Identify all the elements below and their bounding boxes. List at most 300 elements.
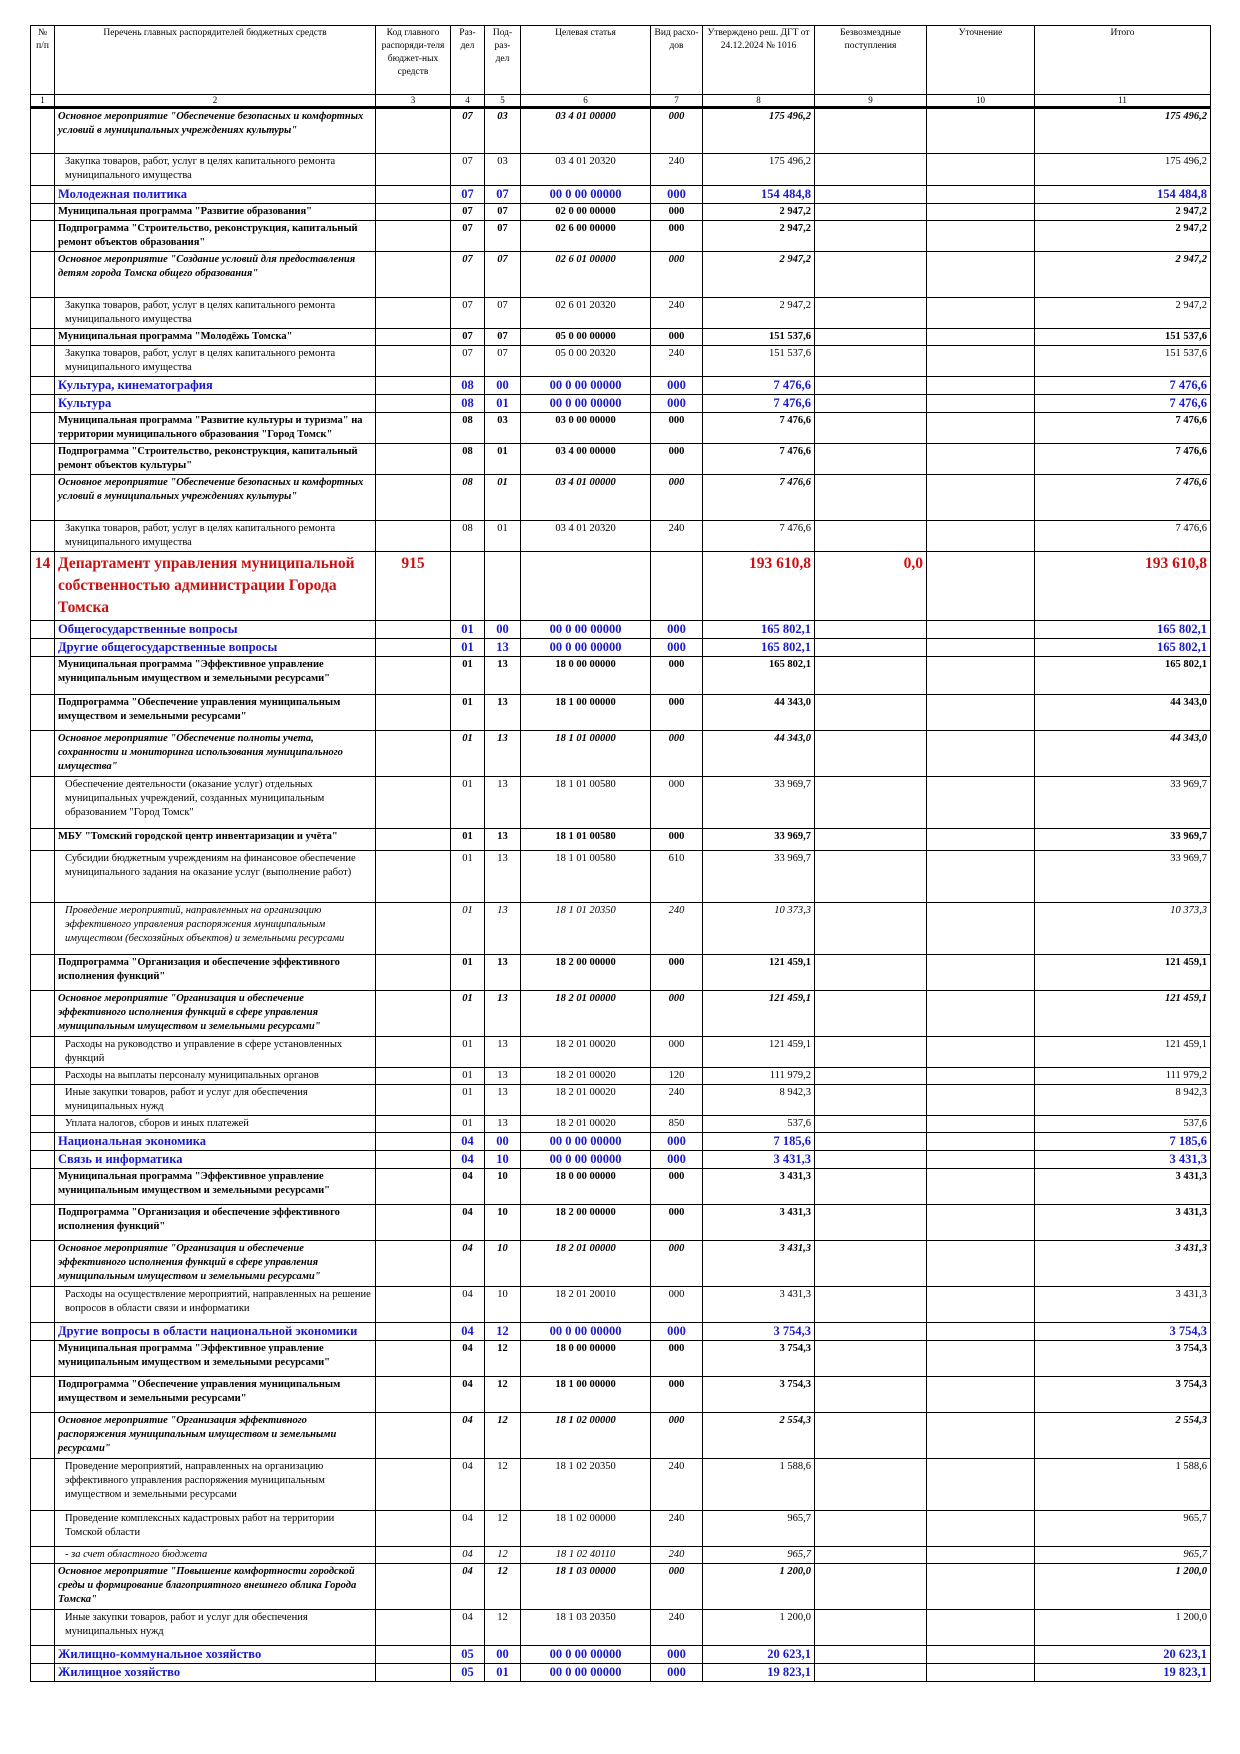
- cell-total: 7 476,6: [1035, 444, 1211, 475]
- cell-gratis: [815, 1287, 927, 1323]
- cell-target-article: 18 1 02 00000: [521, 1511, 651, 1547]
- cell-name: Закупка товаров, работ, услуг в целях капитального ремонта муниципального имущества: [55, 521, 376, 552]
- cell-code: [376, 851, 451, 903]
- cell-name: Обеспечение деятельности (оказание услуг) отдельных муниципальных учреждений, созданных муниципальным образованием "Город Томск": [55, 777, 376, 829]
- cell-podrazdel: 12: [485, 1413, 521, 1459]
- cell-expense-type: 240: [651, 1085, 703, 1116]
- cell-gratis: [815, 1413, 927, 1459]
- cell-clarification: [927, 521, 1035, 552]
- cell-podrazdel: 10: [485, 1241, 521, 1287]
- cell-podrazdel: 13: [485, 991, 521, 1037]
- cell-approved: 2 947,2: [703, 221, 815, 252]
- cell-expense-type: 240: [651, 1547, 703, 1564]
- cell-name: Муниципальная программа "Развитие культуры и туризма" на территории муниципального образования "Город Томск": [55, 413, 376, 444]
- cell-total: 537,6: [1035, 1116, 1211, 1133]
- cell-razdel: 01: [451, 1037, 485, 1068]
- cell-razdel: 05: [451, 1664, 485, 1682]
- cell-razdel: 01: [451, 731, 485, 777]
- cell-clarification: [927, 731, 1035, 777]
- cell-expense-type: 000: [651, 475, 703, 521]
- cell-approved: 3 431,3: [703, 1241, 815, 1287]
- cell-podrazdel: 07: [485, 298, 521, 329]
- table-row: [31, 829, 1211, 851]
- cell-expense-type: 000: [651, 252, 703, 298]
- cell-razdel: 04: [451, 1459, 485, 1511]
- cell-target-article: 18 1 01 00580: [521, 777, 651, 829]
- table-row: [31, 639, 1211, 657]
- cell-expense-type: 000: [651, 1205, 703, 1241]
- cell-total: 193 610,8: [1035, 552, 1211, 621]
- cell-target-article: 00 0 00 00000: [521, 1646, 651, 1664]
- cell-razdel: 04: [451, 1169, 485, 1205]
- cell-total: 3 431,3: [1035, 1151, 1211, 1169]
- table-row: [31, 298, 1211, 329]
- header-number-cell: 10: [927, 95, 1035, 108]
- cell-total: 7 185,6: [1035, 1133, 1211, 1151]
- cell-gratis: [815, 621, 927, 639]
- table-row: [31, 1169, 1211, 1205]
- cell-target-article: 02 6 00 00000: [521, 221, 651, 252]
- cell-number: 14: [31, 552, 55, 621]
- cell-podrazdel: 07: [485, 252, 521, 298]
- cell-razdel: 07: [451, 108, 485, 154]
- cell-number: [31, 991, 55, 1037]
- cell-clarification: [927, 1169, 1035, 1205]
- cell-total: 165 802,1: [1035, 657, 1211, 695]
- cell-clarification: [927, 903, 1035, 955]
- cell-name: - за счет областного бюджета: [55, 1547, 376, 1564]
- cell-name: Уплата налогов, сборов и иных платежей: [55, 1116, 376, 1133]
- cell-expense-type: [651, 552, 703, 621]
- cell-code: [376, 186, 451, 204]
- cell-code: [376, 1323, 451, 1341]
- cell-clarification: [927, 395, 1035, 413]
- cell-clarification: [927, 377, 1035, 395]
- cell-number: [31, 1323, 55, 1341]
- cell-name: Подпрограмма "Организация и обеспечение эффективного исполнения функций": [55, 955, 376, 991]
- header-number-cell: 4: [451, 95, 485, 108]
- cell-expense-type: 000: [651, 1169, 703, 1205]
- cell-target-article: 03 4 01 20320: [521, 154, 651, 186]
- cell-name: Проведение мероприятий, направленных на организацию эффективного управления распоряжения муниципальным имуществом (бесхозяйных объектов) и земельными ресурсами: [55, 903, 376, 955]
- cell-number: [31, 1511, 55, 1547]
- cell-podrazdel: 10: [485, 1287, 521, 1323]
- cell-approved: 111 979,2: [703, 1068, 815, 1085]
- cell-total: 121 459,1: [1035, 991, 1211, 1037]
- cell-gratis: [815, 1646, 927, 1664]
- cell-code: [376, 395, 451, 413]
- cell-name: Другие общегосударственные вопросы: [55, 639, 376, 657]
- cell-razdel: 05: [451, 1646, 485, 1664]
- cell-approved: 33 969,7: [703, 777, 815, 829]
- cell-podrazdel: 12: [485, 1459, 521, 1511]
- cell-number: [31, 1169, 55, 1205]
- cell-expense-type: 000: [651, 639, 703, 657]
- cell-name: Подпрограмма "Организация и обеспечение эффективного исполнения функций": [55, 1205, 376, 1241]
- cell-number: [31, 1287, 55, 1323]
- table-row: [31, 1547, 1211, 1564]
- cell-name: Подпрограмма "Строительство, реконструкция, капитальный ремонт объектов образования": [55, 221, 376, 252]
- cell-expense-type: 000: [651, 204, 703, 221]
- cell-approved: 7 476,6: [703, 521, 815, 552]
- table-row: [31, 552, 1211, 621]
- cell-total: 3 754,3: [1035, 1323, 1211, 1341]
- cell-number: [31, 154, 55, 186]
- table-row: [31, 1664, 1211, 1682]
- cell-razdel: 08: [451, 475, 485, 521]
- cell-gratis: [815, 252, 927, 298]
- cell-number: [31, 413, 55, 444]
- cell-number: [31, 444, 55, 475]
- cell-name: Закупка товаров, работ, услуг в целях капитального ремонта муниципального имущества: [55, 346, 376, 377]
- cell-code: [376, 1664, 451, 1682]
- cell-number: [31, 1068, 55, 1085]
- header-number-cell: 8: [703, 95, 815, 108]
- cell-number: [31, 204, 55, 221]
- header-row: [31, 26, 1211, 95]
- cell-number: [31, 521, 55, 552]
- cell-razdel: 04: [451, 1564, 485, 1610]
- table-body: [31, 108, 1211, 1682]
- cell-clarification: [927, 1133, 1035, 1151]
- cell-clarification: [927, 552, 1035, 621]
- header-col-name: Перечень главных распорядителей бюджетных средств: [55, 26, 376, 95]
- cell-expense-type: 000: [651, 657, 703, 695]
- cell-target-article: 05 0 00 00000: [521, 329, 651, 346]
- cell-number: [31, 621, 55, 639]
- cell-number: [31, 329, 55, 346]
- cell-name: Муниципальная программа "Эффективное управление муниципальным имуществом и земельными ресурсами": [55, 657, 376, 695]
- cell-target-article: 18 2 01 00000: [521, 991, 651, 1037]
- cell-clarification: [927, 186, 1035, 204]
- cell-total: 2 947,2: [1035, 204, 1211, 221]
- cell-razdel: 01: [451, 777, 485, 829]
- table-row: [31, 657, 1211, 695]
- cell-gratis: [815, 777, 927, 829]
- cell-approved: 7 476,6: [703, 377, 815, 395]
- table-row: [31, 521, 1211, 552]
- cell-number: [31, 829, 55, 851]
- cell-expense-type: 240: [651, 521, 703, 552]
- cell-expense-type: 000: [651, 444, 703, 475]
- table-row: [31, 851, 1211, 903]
- cell-code: [376, 639, 451, 657]
- cell-clarification: [927, 1037, 1035, 1068]
- cell-code: [376, 204, 451, 221]
- cell-target-article: 03 4 00 00000: [521, 444, 651, 475]
- cell-podrazdel: 13: [485, 851, 521, 903]
- cell-name: Культура: [55, 395, 376, 413]
- cell-gratis: [815, 1511, 927, 1547]
- cell-approved: 1 200,0: [703, 1610, 815, 1646]
- cell-total: 7 476,6: [1035, 521, 1211, 552]
- cell-name: Субсидии бюджетным учреждениям на финансовое обеспечение муниципального задания на оказание услуг (выполнение работ): [55, 851, 376, 903]
- cell-number: [31, 395, 55, 413]
- cell-razdel: 07: [451, 346, 485, 377]
- cell-number: [31, 1564, 55, 1610]
- cell-podrazdel: 10: [485, 1169, 521, 1205]
- cell-total: 175 496,2: [1035, 108, 1211, 154]
- cell-gratis: [815, 444, 927, 475]
- cell-total: 7 476,6: [1035, 395, 1211, 413]
- cell-expense-type: 000: [651, 1377, 703, 1413]
- table-row: [31, 1646, 1211, 1664]
- header-number-cell: 6: [521, 95, 651, 108]
- cell-clarification: [927, 298, 1035, 329]
- cell-number: [31, 186, 55, 204]
- cell-gratis: [815, 1664, 927, 1682]
- cell-name: Проведение комплексных кадастровых работ на территории Томской области: [55, 1511, 376, 1547]
- cell-target-article: 05 0 00 20320: [521, 346, 651, 377]
- cell-total: 3 431,3: [1035, 1241, 1211, 1287]
- cell-target-article: 03 4 01 00000: [521, 475, 651, 521]
- table-row: [31, 1287, 1211, 1323]
- cell-target-article: 18 1 01 00580: [521, 851, 651, 903]
- header-number-cell: 5: [485, 95, 521, 108]
- table-row: [31, 1564, 1211, 1610]
- cell-clarification: [927, 639, 1035, 657]
- table-row: [31, 186, 1211, 204]
- cell-gratis: [815, 1547, 927, 1564]
- cell-gratis: [815, 1085, 927, 1116]
- table-row: [31, 1116, 1211, 1133]
- cell-approved: 121 459,1: [703, 955, 815, 991]
- cell-number: [31, 955, 55, 991]
- cell-code: [376, 1287, 451, 1323]
- cell-name: Другие вопросы в области национальной экономики: [55, 1323, 376, 1341]
- cell-expense-type: 120: [651, 1068, 703, 1085]
- cell-total: 121 459,1: [1035, 1037, 1211, 1068]
- cell-target-article: 02 6 01 20320: [521, 298, 651, 329]
- cell-name: Закупка товаров, работ, услуг в целях капитального ремонта муниципального имущества: [55, 298, 376, 329]
- cell-razdel: 01: [451, 991, 485, 1037]
- cell-code: [376, 1151, 451, 1169]
- cell-podrazdel: 03: [485, 154, 521, 186]
- cell-approved: 8 942,3: [703, 1085, 815, 1116]
- cell-code: [376, 521, 451, 552]
- header-number-cell: 1: [31, 95, 55, 108]
- cell-name: Основное мероприятие "Обеспечение безопасных и комфортных условий в муниципальных учреждениях культуры": [55, 475, 376, 521]
- cell-total: 1 588,6: [1035, 1459, 1211, 1511]
- cell-expense-type: 000: [651, 186, 703, 204]
- cell-gratis: [815, 695, 927, 731]
- cell-approved: 121 459,1: [703, 991, 815, 1037]
- table-row: [31, 731, 1211, 777]
- cell-target-article: 18 0 00 00000: [521, 1341, 651, 1377]
- cell-razdel: 07: [451, 252, 485, 298]
- cell-target-article: 00 0 00 00000: [521, 1133, 651, 1151]
- cell-razdel: 01: [451, 851, 485, 903]
- cell-number: [31, 1205, 55, 1241]
- cell-razdel: 04: [451, 1133, 485, 1151]
- cell-approved: 33 969,7: [703, 851, 815, 903]
- cell-approved: 20 623,1: [703, 1646, 815, 1664]
- cell-razdel: 01: [451, 621, 485, 639]
- cell-clarification: [927, 346, 1035, 377]
- cell-podrazdel: 01: [485, 1664, 521, 1682]
- cell-approved: 1 588,6: [703, 1459, 815, 1511]
- cell-target-article: 03 4 01 00000: [521, 108, 651, 154]
- cell-expense-type: 000: [651, 621, 703, 639]
- cell-name: Расходы на выплаты персоналу муниципальных органов: [55, 1068, 376, 1085]
- cell-code: [376, 377, 451, 395]
- cell-target-article: 00 0 00 00000: [521, 395, 651, 413]
- cell-target-article: 00 0 00 00000: [521, 639, 651, 657]
- table-row: [31, 955, 1211, 991]
- cell-approved: 154 484,8: [703, 186, 815, 204]
- cell-code: [376, 444, 451, 475]
- cell-total: 121 459,1: [1035, 955, 1211, 991]
- cell-name: Муниципальная программа "Эффективное управление муниципальным имуществом и земельными ресурсами": [55, 1341, 376, 1377]
- cell-razdel: 01: [451, 639, 485, 657]
- cell-clarification: [927, 621, 1035, 639]
- table-row: [31, 1323, 1211, 1341]
- cell-target-article: 18 2 01 00020: [521, 1085, 651, 1116]
- cell-clarification: [927, 413, 1035, 444]
- cell-name: Подпрограмма "Строительство, реконструкция, капитальный ремонт объектов культуры": [55, 444, 376, 475]
- table-row: [31, 1241, 1211, 1287]
- cell-expense-type: 000: [651, 329, 703, 346]
- cell-razdel: 01: [451, 695, 485, 731]
- cell-podrazdel: 01: [485, 521, 521, 552]
- cell-razdel: 08: [451, 377, 485, 395]
- cell-approved: 2 947,2: [703, 204, 815, 221]
- cell-gratis: [815, 1205, 927, 1241]
- budget-sheet: [30, 25, 1211, 1682]
- cell-podrazdel: 13: [485, 639, 521, 657]
- cell-approved: 3 431,3: [703, 1205, 815, 1241]
- cell-approved: 10 373,3: [703, 903, 815, 955]
- cell-clarification: [927, 1413, 1035, 1459]
- cell-target-article: 00 0 00 00000: [521, 1323, 651, 1341]
- cell-name: Молодежная политика: [55, 186, 376, 204]
- table-row: [31, 108, 1211, 154]
- cell-name: Подпрограмма "Обеспечение управления муниципальным имуществом и земельными ресурсами": [55, 1377, 376, 1413]
- cell-clarification: [927, 1341, 1035, 1377]
- cell-target-article: 18 2 01 20010: [521, 1287, 651, 1323]
- cell-razdel: 08: [451, 444, 485, 475]
- cell-podrazdel: 12: [485, 1610, 521, 1646]
- cell-name: Жилищно-коммунальное хозяйство: [55, 1646, 376, 1664]
- cell-podrazdel: 12: [485, 1564, 521, 1610]
- cell-podrazdel: 03: [485, 413, 521, 444]
- cell-approved: 2 947,2: [703, 252, 815, 298]
- cell-podrazdel: 12: [485, 1323, 521, 1341]
- cell-clarification: [927, 204, 1035, 221]
- header-col-code: Код главного распоряди-теля бюджет-ных средств: [376, 26, 451, 95]
- cell-gratis: [815, 1068, 927, 1085]
- table-row: [31, 1511, 1211, 1547]
- cell-approved: 121 459,1: [703, 1037, 815, 1068]
- cell-gratis: [815, 991, 927, 1037]
- cell-podrazdel: 07: [485, 346, 521, 377]
- table-row: [31, 475, 1211, 521]
- cell-podrazdel: 01: [485, 444, 521, 475]
- header-col-total: Итого: [1035, 26, 1211, 95]
- cell-number: [31, 1241, 55, 1287]
- cell-code: [376, 252, 451, 298]
- cell-total: 33 969,7: [1035, 829, 1211, 851]
- cell-approved: 151 537,6: [703, 346, 815, 377]
- cell-clarification: [927, 829, 1035, 851]
- cell-expense-type: 000: [651, 221, 703, 252]
- cell-approved: 965,7: [703, 1547, 815, 1564]
- cell-podrazdel: 13: [485, 829, 521, 851]
- budget-table: [30, 25, 1211, 1682]
- cell-razdel: 04: [451, 1610, 485, 1646]
- cell-approved: 3 754,3: [703, 1323, 815, 1341]
- cell-approved: 2 554,3: [703, 1413, 815, 1459]
- cell-gratis: [815, 204, 927, 221]
- cell-clarification: [927, 1323, 1035, 1341]
- cell-expense-type: 240: [651, 1459, 703, 1511]
- table-row: [31, 377, 1211, 395]
- cell-code: [376, 777, 451, 829]
- cell-expense-type: 000: [651, 829, 703, 851]
- cell-approved: 7 476,6: [703, 395, 815, 413]
- cell-code: [376, 1133, 451, 1151]
- cell-number: [31, 1413, 55, 1459]
- cell-clarification: [927, 851, 1035, 903]
- cell-approved: 19 823,1: [703, 1664, 815, 1682]
- cell-name: Основное мероприятие "Повышение комфортности городской среды и формирование благоприятного внешнего облика Города Томска": [55, 1564, 376, 1610]
- cell-number: [31, 252, 55, 298]
- cell-expense-type: 000: [651, 1037, 703, 1068]
- cell-code: [376, 154, 451, 186]
- cell-podrazdel: 00: [485, 1646, 521, 1664]
- cell-expense-type: 000: [651, 108, 703, 154]
- cell-target-article: 18 1 01 00580: [521, 829, 651, 851]
- cell-name: Основное мероприятие "Создание условий для предоставления детям города Томска общего образования": [55, 252, 376, 298]
- table-row: [31, 621, 1211, 639]
- cell-target-article: 18 1 01 20350: [521, 903, 651, 955]
- table-row: [31, 1085, 1211, 1116]
- cell-total: 3 754,3: [1035, 1341, 1211, 1377]
- cell-approved: 175 496,2: [703, 154, 815, 186]
- cell-target-article: 18 0 00 00000: [521, 1169, 651, 1205]
- cell-name: Муниципальная программа "Эффективное управление муниципальным имуществом и земельными ресурсами": [55, 1169, 376, 1205]
- header-number-cell: 3: [376, 95, 451, 108]
- cell-target-article: 03 0 00 00000: [521, 413, 651, 444]
- table-row: [31, 1341, 1211, 1377]
- cell-clarification: [927, 1085, 1035, 1116]
- cell-total: 44 343,0: [1035, 695, 1211, 731]
- cell-code: [376, 221, 451, 252]
- cell-name: Иные закупки товаров, работ и услуг для обеспечения муниципальных нужд: [55, 1085, 376, 1116]
- cell-expense-type: 000: [651, 1241, 703, 1287]
- cell-gratis: [815, 298, 927, 329]
- cell-name: Культура, кинематография: [55, 377, 376, 395]
- cell-podrazdel: 13: [485, 1085, 521, 1116]
- cell-razdel: 01: [451, 1068, 485, 1085]
- cell-name: Основное мероприятие "Организация эффективного распоряжения муниципальным имуществом и земельными ресурсами": [55, 1413, 376, 1459]
- table-row: [31, 1151, 1211, 1169]
- header-col-podrazdel: Под-раз-дел: [485, 26, 521, 95]
- cell-expense-type: 000: [651, 1564, 703, 1610]
- table-row: [31, 903, 1211, 955]
- cell-name: Национальная экономика: [55, 1133, 376, 1151]
- table-row: [31, 1068, 1211, 1085]
- header-col-razdel: Раз-дел: [451, 26, 485, 95]
- cell-expense-type: 240: [651, 154, 703, 186]
- cell-code: [376, 657, 451, 695]
- cell-clarification: [927, 1377, 1035, 1413]
- cell-clarification: [927, 1664, 1035, 1682]
- cell-number: [31, 346, 55, 377]
- cell-expense-type: 000: [651, 1646, 703, 1664]
- table-row: [31, 695, 1211, 731]
- cell-expense-type: 000: [651, 1664, 703, 1682]
